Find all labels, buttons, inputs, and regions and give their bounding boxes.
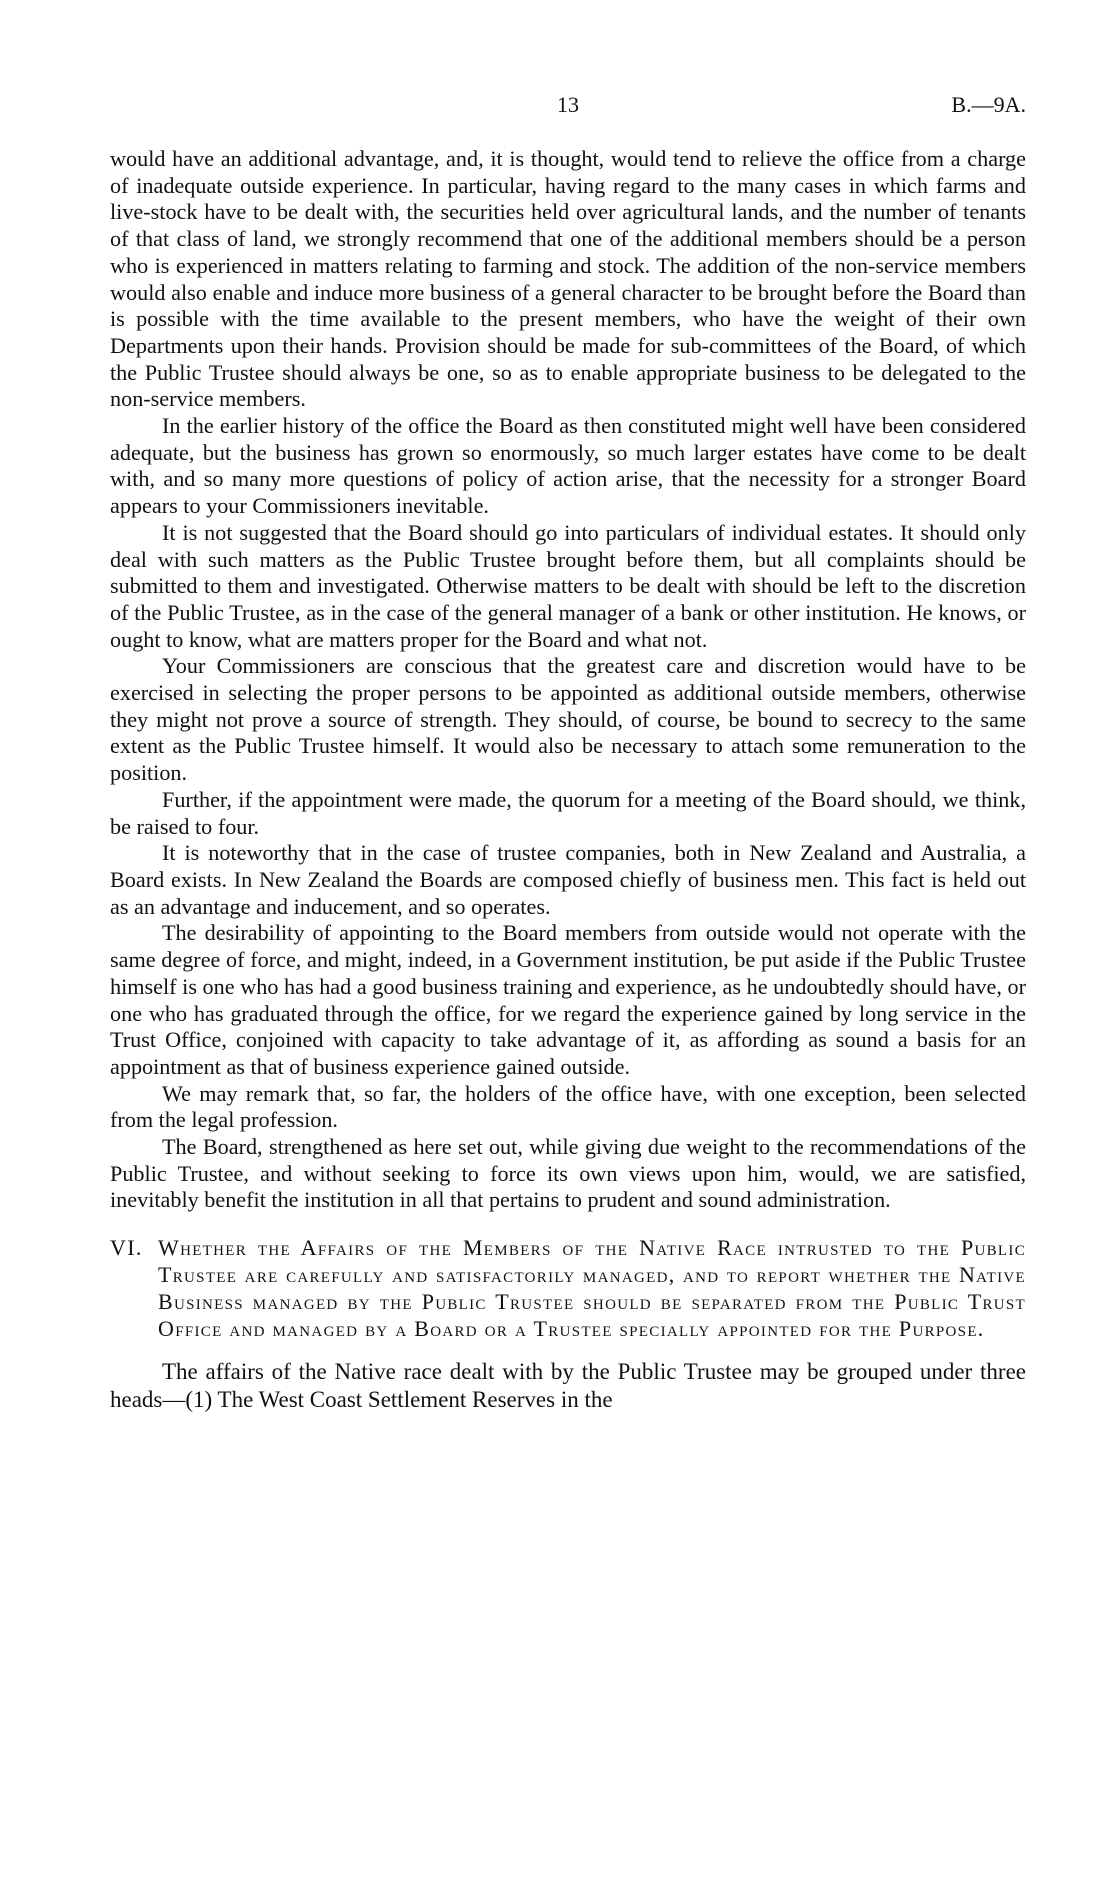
section-heading xyxy=(110,1234,1026,1342)
paragraph: Your Commissioners are conscious that the greatest care and discretion would have to be exercised in selecting the proper persons to be appointed as additional outside members, otherwise they might not prove a source of strength. They should, of course, be bound to secrecy to the same extent as the Public Trustee himself. It would also be necessary to attach some remuneration to the position. xyxy=(110,653,1026,786)
section-number: VI. xyxy=(110,1235,143,1261)
document-reference-suffix: A. xyxy=(1004,92,1026,117)
paragraph: The desirability of appointing to the Board members from outside would not operate with the same degree of force, and might, indeed, in a Government institution, be put aside if the Public Trustee himself is one who has had a good business training and experience, as he undoubtedly should have, or one who has graduated through the office, for we regard the experience gained by long service in the Trust Office, conjoined with capacity to take advantage of it, as affording as sound a basis for an appointment as that of business experience gained outside. xyxy=(110,920,1026,1079)
section-title: Whether the Affairs of the Members of the Native Race intrusted to the Public Trustee are carefully and satisfactorily managed, and to report whether the Native Business managed by the Public Trustee should be separated from the Public Trust Office and managed by a Board or a Trustee specially appointed for the Purpose. xyxy=(158,1235,1026,1342)
document-reference xyxy=(951,92,1026,118)
document-reference-prefix: B.—9 xyxy=(951,92,1005,117)
page-number: 13 xyxy=(557,92,579,117)
final-paragraph: The affairs of the Native race dealt with by the Public Trustee may be grouped under three heads—(1) The West Coast Settlement Reserves in the xyxy=(110,1359,1026,1413)
paragraph: The Board, strengthened as here set out, while giving due weight to the recommendations of the Public Trustee, and without seeking to force its own views upon him, would, we are satisfied, inevitably benefit the institution in all that pertains to prudent and sound administration. xyxy=(110,1134,1026,1213)
paragraph: We may remark that, so far, the holders of the office have, with one exception, been selected from the legal profession. xyxy=(110,1080,1026,1133)
paragraph: In the earlier history of the office the Board as then constituted might well have been considered adequate, but the business has grown so enormously, so much larger estates have come to be dealt with, and so many more questions of policy of action arise, that the necessity for a stronger Board appears to your Commissioners inevitable. xyxy=(110,413,1026,519)
paragraph: It is not suggested that the Board should go into particulars of individual estates. It should only deal with such matters as the Public Trustee brought before them, but all complaints should be submitted to them and investigated. Otherwise matters to be dealt with should be left to the discretion of the Public Trustee, as in the case of the general manager of a bank or other institution. He knows, or ought to know, what are matters proper for the Board and what not. xyxy=(110,519,1026,652)
paragraph: It is noteworthy that in the case of trustee companies, both in New Zealand and Australia, a Board exists. In New Zealand the Boards are composed chiefly of business men. This fact is held out as an advantage and inducement, and so operates. xyxy=(110,840,1026,919)
page-header xyxy=(110,92,1026,122)
paragraph: would have an additional advantage, and, it is thought, would tend to relieve the office from a charge of inadequate outside experience. In particular, having regard to the many cases in which farms and live-stock have to be dealt with, the securities held over agricultural lands, and the number of tenants of that class of land, we strongly recommend that one of the additional members should be a person who is experienced in matters relating to farming and stock. The addition of the non-service members would also enable and induce more business of a general character to be brought before the Board than is possible with the time available to the present members, who have the weight of their own Departments upon their hands. Provision should be made for sub-committees of the Board, of which the Public Trustee should always be one, so as to enable appropriate business to be delegated to the non-service members. xyxy=(110,146,1026,412)
paragraph: Further, if the appointment were made, the quorum for a meeting of the Board should, we think, be raised to four. xyxy=(110,786,1026,839)
body-text xyxy=(110,146,1026,1414)
